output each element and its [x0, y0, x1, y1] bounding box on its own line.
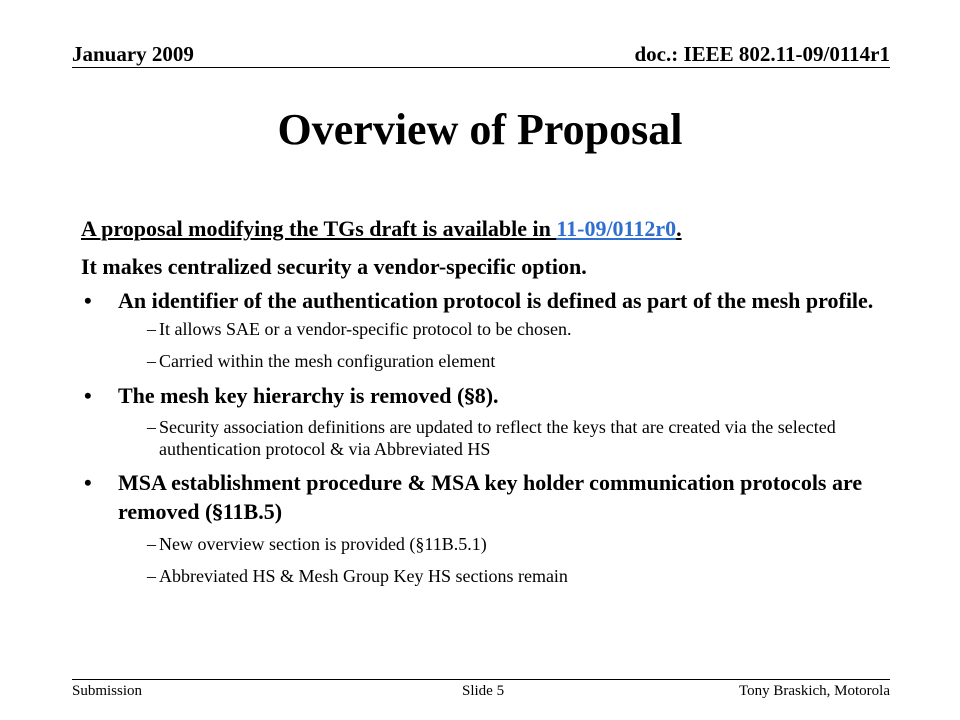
lead-proposal-text: A proposal modifying the TGs draft is available in	[81, 216, 557, 241]
sub-bullet-dash: –	[147, 319, 156, 339]
lead-summary-line: It makes centralized security a vendor-specific option.	[81, 254, 587, 279]
bullet-text-start: MSA establishment procedure & MSA key holder communication protocols are removed (	[118, 470, 863, 524]
sub-bullet-text: New overview section is provided (§11B.5.1)	[159, 534, 487, 554]
header-doc-id: doc.: IEEE 802.11-09/0114r1	[634, 42, 890, 66]
lead-proposal-period: .	[676, 216, 682, 241]
header-date: January 2009	[72, 42, 194, 66]
bullet-text-start: The mesh key hierarchy is removed (	[118, 383, 465, 408]
sub-bullet-security-association	[81, 416, 881, 460]
bullet-auth-protocol	[81, 286, 881, 315]
section-sign: §	[464, 384, 475, 408]
bullet-text: An identifier of the authentication protocol is defined as part of the mesh profile.	[118, 288, 874, 313]
sub-bullet-text: Abbreviated HS & Mesh Group Key HS sections remain	[159, 566, 568, 586]
lead-proposal-line	[81, 214, 881, 243]
footer-rule	[72, 679, 890, 680]
sub-bullet-text: Carried within the mesh configuration element	[159, 351, 496, 371]
bullet-text-end: 11B.5)	[222, 499, 283, 524]
proposal-doc-link[interactable]: 11-09/0112r0	[556, 216, 677, 241]
bullet-text-end: 8).	[474, 383, 499, 408]
footer-slide-number: Slide 5	[462, 683, 505, 699]
sub-bullet-dash: –	[147, 417, 156, 437]
section-sign: §	[212, 500, 223, 524]
header-rule	[72, 67, 890, 68]
slide-title: Overview of Proposal	[277, 105, 683, 154]
sub-bullet-text: It allows SAE or a vendor-specific protocol to be chosen.	[159, 319, 572, 339]
sub-bullet-text: Security association definitions are updated to reflect the keys that are created via the selected authentication protocol & via Abbreviated HS	[159, 417, 836, 459]
bullet-dot: •	[84, 470, 92, 495]
slide-body	[81, 214, 881, 587]
sub-bullet-dash: –	[147, 351, 156, 371]
sub-bullet-dash: –	[147, 566, 156, 586]
bullet-msa-removed	[81, 468, 881, 527]
sub-bullet-dash: –	[147, 534, 156, 554]
sub-bullet-config-element	[81, 350, 881, 372]
footer-author: Tony Braskich, Motorola	[738, 683, 890, 699]
bullet-dot: •	[84, 383, 92, 408]
footer-submission: Submission	[72, 683, 143, 699]
sub-bullet-sae	[81, 318, 881, 340]
sub-bullet-overview-section	[81, 533, 881, 555]
bullet-dot: •	[84, 288, 92, 313]
sub-bullet-hs-sections	[81, 565, 881, 587]
bullet-key-hierarchy	[81, 381, 881, 411]
